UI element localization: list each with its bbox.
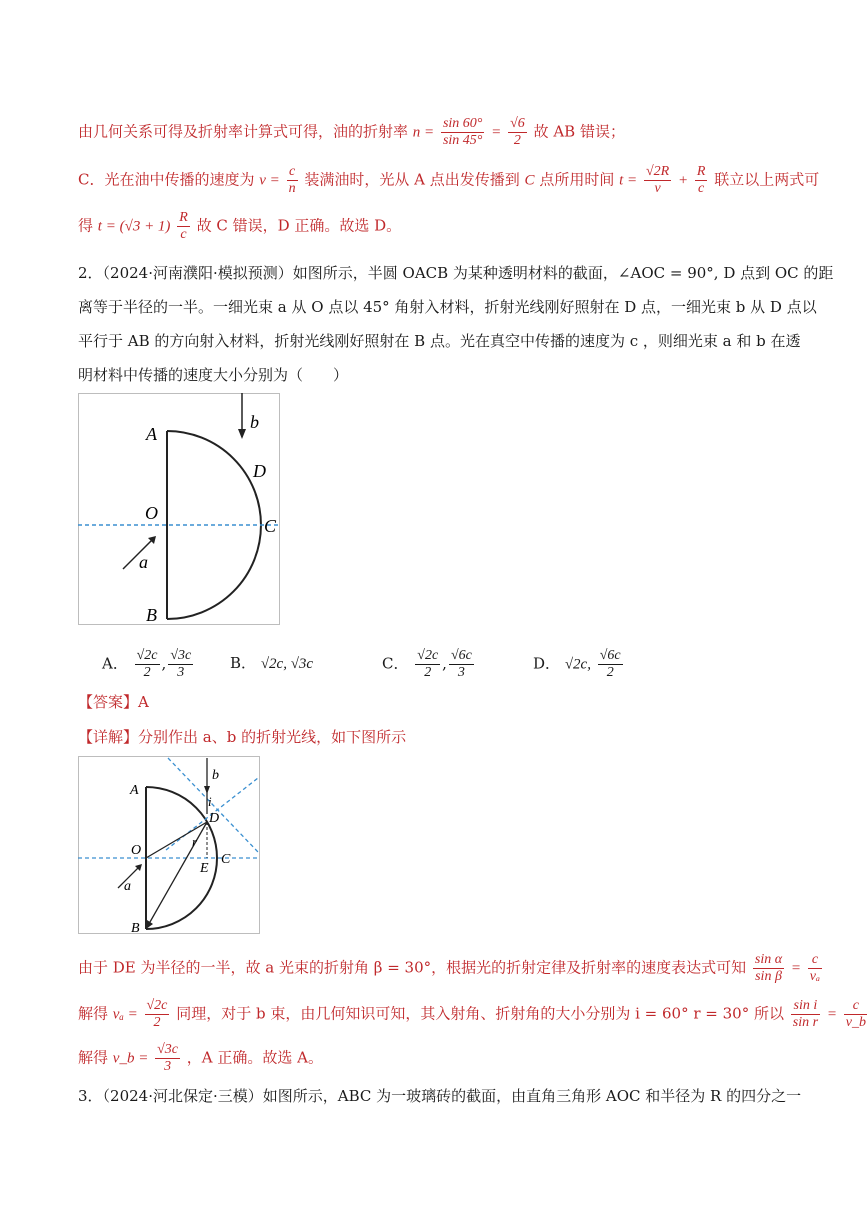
label-b: b (250, 412, 259, 432)
numerator: √2c (146, 998, 168, 1013)
label-B: B (146, 605, 157, 625)
label-B: B (131, 921, 140, 934)
label-a: a (124, 879, 131, 894)
text: 故 C 错误，D 正确。故选 D。 (196, 216, 402, 235)
denominator: vₐ (809, 969, 821, 984)
text: 得 (78, 216, 94, 235)
solution-line-2: C．光在油中传播的速度为 v = $\frac{c}{n}$ 装满油时，光从 A 点出发传播到 C 点所用时间 t = $\frac{√2R}{v}$ + $\frac{R}{c}$ 联立以上两式可 (78, 164, 820, 196)
numerator: R (179, 210, 188, 225)
text: 同理，对于 b 束，由几何知识可知，其入射角、折射角的大小分别为 i = 60° r = 30° 所以 (176, 1004, 784, 1023)
fraction (135, 648, 160, 681)
label-A: A (130, 783, 139, 798)
numerator: c (287, 164, 298, 181)
denominator: c (180, 227, 187, 242)
fraction (145, 998, 170, 1031)
numerator: √6c (599, 648, 621, 663)
fraction (287, 164, 298, 197)
fraction (791, 998, 820, 1031)
fraction (155, 1042, 180, 1075)
fraction (449, 648, 474, 681)
option-d[interactable] (533, 648, 625, 681)
label-r: r (192, 834, 198, 849)
numerator: sin α (754, 952, 783, 967)
label-O: O (131, 843, 142, 858)
solution-line-1: 由几何关系可得及折射率计算式可得，油的折射率 n = $\frac{\sin 60^\circ}{\sin 45^\circ}$ = $\frac{√6}{2}$ 故 AB 错误； (78, 116, 625, 148)
text: 解得 (78, 1048, 109, 1067)
numerator: sin 60° (442, 116, 483, 131)
numerator: √6c (450, 648, 472, 663)
fraction (168, 648, 193, 681)
text: 故 AB 错误； (533, 122, 625, 141)
label-i: i (208, 794, 212, 809)
numerator: √3c (157, 1042, 179, 1057)
fraction (415, 648, 440, 681)
question-line: 平行于 AB 的方向射入材料，折射光线刚好照射在 B 点。光在真空中传播的速度为 c ，则细光束 a 和 b 在透 (78, 332, 801, 350)
label-E: E (200, 861, 209, 876)
option-label: D． (533, 654, 561, 673)
fraction (753, 952, 784, 985)
equation: vₐ = (112, 1006, 138, 1023)
option-label: A． (102, 654, 128, 673)
solution-line-4: 由于 DE 为半径的一半，故 a 光束的折射角 β = 30°，根据光的折射定律及折射率的速度表达式可知 $\frac{\text{sin α}}{\text{sin β}}$ = $\frac{c}{\text{vₐ}}$ (78, 952, 821, 984)
numerator: sin i (791, 998, 820, 1015)
numerator: √3c (170, 648, 192, 663)
numerator: R (696, 164, 706, 179)
point-label: C (524, 172, 535, 189)
numerator: √2R (645, 164, 670, 179)
label-b: b (212, 768, 219, 783)
denominator: 3 (164, 1059, 172, 1074)
denominator: 2 (424, 665, 432, 680)
equation: v = (259, 172, 280, 189)
denominator: 2 (606, 665, 614, 680)
label-a: a (139, 552, 148, 572)
denominator: 3 (177, 665, 185, 680)
denominator: c (698, 181, 705, 196)
detail-tag: 【详解】 (78, 728, 139, 746)
solution-line-5: 解得 vₐ = $\frac{√2c}{2}$ 同理，对于 b 束，由几何知识可知，其入射角、折射角的大小分别为 i = 60° r = 30° 所以 $\frac{\text{sin i}}{\text{sin r}}$ = $\frac{c}{v\_b}$ (78, 998, 866, 1030)
text: 由于 DE 为半径的一半，故 a 光束的折射角 β = 30°，根据光的折射定律及折射率的速度表达式可知 (78, 958, 747, 977)
numerator: √2c (417, 648, 439, 663)
refraction-figure (78, 756, 260, 934)
question-line: 2．（2024·河南濮阳·模拟预测）如图所示，半圆 OACB 为某种透明材料的截面，∠AOC = 90°, D 点到 OC 的距 (78, 264, 834, 282)
fraction (695, 164, 708, 197)
equation: t = (619, 172, 638, 189)
label-C: C (221, 852, 231, 867)
option-value: √2c, (564, 656, 591, 673)
denominator: n (288, 181, 296, 196)
question-line: 3．（2024·河北保定·三模）如图所示，ABC 为一玻璃砖的截面，由直角三角形 AOC 和半径为 R 的四分之一 (78, 1087, 802, 1105)
solution-line-3 (78, 210, 805, 243)
question-3 (78, 1084, 805, 1108)
fraction (598, 648, 623, 681)
option-value: √2c, √3c (260, 656, 314, 672)
text: ，A 正确。故选 A。 (186, 1048, 323, 1067)
text: 装满油时，光从 A 点出发传播到 (304, 170, 520, 189)
label-D: D (253, 461, 266, 481)
denominator: sin 45° (442, 133, 483, 148)
option-b[interactable] (230, 652, 313, 673)
question-2 (78, 256, 834, 392)
equation: n = (412, 124, 435, 141)
text: 点所用时间 (539, 170, 615, 189)
option-a[interactable]: A． $\frac{√2c}{2}$ , $\frac{√3c}{3}$ (102, 648, 192, 680)
label-A: A (146, 424, 157, 444)
text: 解得 (78, 1004, 109, 1023)
equation: t = (√3 + 1) (97, 218, 171, 235)
numerator: √2c (136, 648, 158, 663)
numerator: c (844, 998, 867, 1015)
numerator: c (808, 952, 822, 969)
option-label: B． (230, 654, 257, 672)
text: 由几何关系可得及折射率计算式可得，油的折射率 (78, 122, 409, 141)
denominator: sin β (755, 969, 782, 984)
option-c[interactable]: C． $\frac{√2c}{2}$ , $\frac{√6c}{3}$ (382, 648, 472, 680)
text: C．光在油中传播的速度为 (78, 170, 255, 189)
question-line: 离等于半径的一半。一细光束 a 从 O 点以 45° 角射入材料，折射光线刚好照射在 D 点，一细光束 b 从 D 点以 (78, 298, 817, 316)
fraction (508, 116, 527, 149)
answer-line: 【答案】A (78, 693, 149, 711)
fraction (844, 998, 867, 1031)
denominator: v_b (845, 1015, 866, 1030)
text: 联立以上两式可 (714, 170, 820, 189)
denominator: 2 (153, 1015, 161, 1030)
denominator: v (654, 181, 661, 196)
fraction (441, 116, 484, 149)
solution-line-6 (78, 1042, 805, 1075)
denominator: 2 (513, 133, 521, 148)
denominator: 3 (457, 665, 465, 680)
label-C: C (264, 516, 277, 536)
label-O: O (145, 503, 158, 523)
fraction (644, 164, 671, 197)
equation: v_b = (112, 1050, 149, 1067)
denominator: sin r (792, 1015, 819, 1030)
numerator: √6 (510, 116, 525, 131)
fraction (177, 210, 190, 243)
detail-line (78, 725, 805, 749)
detail-text: 分别作出 a、b 的折射光线，如下图所示 (138, 728, 407, 746)
fraction (808, 952, 822, 985)
option-label: C． (382, 654, 409, 673)
semicircle-figure (78, 393, 280, 625)
question-line: 明材料中传播的速度大小分别为（ ） (78, 366, 349, 384)
denominator: 2 (143, 665, 151, 680)
label-D: D (209, 811, 220, 826)
